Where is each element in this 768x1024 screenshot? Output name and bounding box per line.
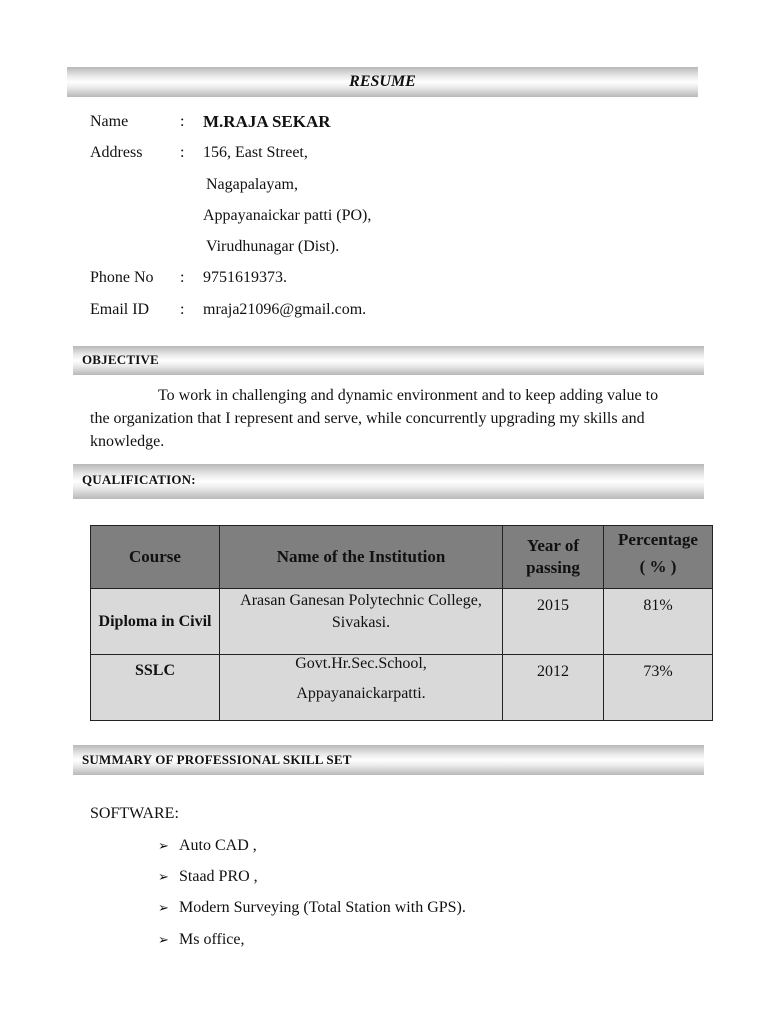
objective-paragraph <box>90 384 676 453</box>
table-row <box>91 655 713 721</box>
table-row <box>91 589 713 655</box>
row-course: SSLC <box>91 655 220 721</box>
header-course: Course <box>91 526 220 589</box>
email-label: Email ID <box>90 301 150 318</box>
qualification-heading-bar <box>73 464 704 499</box>
software-label: SOFTWARE: <box>90 805 179 822</box>
qualification-heading: QUALIFICATION: <box>82 472 196 487</box>
resume-title: RESUME <box>349 73 416 90</box>
address-colon: : <box>180 144 185 161</box>
header-percentage-line2: ( % ) <box>639 557 677 576</box>
row-year: 2015 <box>503 589 604 655</box>
list-item <box>158 899 466 917</box>
address-line-2: Nagapalayam, <box>206 176 298 193</box>
qualification-table <box>90 525 713 721</box>
skill-text: Staad PRO , <box>179 868 258 885</box>
header-year: Year of passing <box>503 526 604 589</box>
arrow-bullet-icon: ➢ <box>158 932 169 947</box>
header-institution: Name of the Institution <box>220 526 503 589</box>
header-percentage <box>604 526 713 589</box>
objective-heading: OBJECTIVE <box>82 352 159 367</box>
row-year: 2012 <box>503 655 604 721</box>
skill-text: Modern Surveying (Total Station with GPS). <box>179 899 466 916</box>
name-label: Name <box>90 113 129 130</box>
row-percentage: 73% <box>604 655 713 721</box>
phone-value: 9751619373. <box>203 269 287 286</box>
name-colon: : <box>180 113 185 130</box>
arrow-bullet-icon: ➢ <box>158 900 169 915</box>
phone-colon: : <box>180 269 185 286</box>
row-institution <box>220 655 503 721</box>
row-percentage: 81% <box>604 589 713 655</box>
list-item <box>158 931 244 949</box>
resume-title-bar <box>67 67 698 97</box>
objective-text: To work in challenging and dynamic environment and to keep adding value to the organization that I represent and serve, while concurrently upgrading my skills and knowledge. <box>90 387 659 450</box>
list-item <box>158 837 257 855</box>
address-line-4: Virudhunagar (Dist). <box>206 238 340 255</box>
row-institution-line1: Govt.Hr.Sec.School, <box>295 655 427 672</box>
arrow-bullet-icon: ➢ <box>158 869 169 884</box>
arrow-bullet-icon: ➢ <box>158 838 169 853</box>
table-header-row <box>91 526 713 589</box>
skills-heading: SUMMARY OF PROFESSIONAL SKILL SET <box>82 752 352 767</box>
email-colon: : <box>180 301 185 318</box>
row-institution-text: Arasan Ganesan Polytechnic College, Sivakasi. <box>240 592 482 631</box>
skills-heading-bar <box>73 745 704 775</box>
name-value: M.RAJA SEKAR <box>203 112 331 131</box>
header-percentage-line1: Percentage <box>618 530 698 549</box>
address-line-1: 156, East Street, <box>203 144 308 161</box>
address-line-3: Appayanaickar patti (PO), <box>203 207 372 224</box>
list-item <box>158 868 258 886</box>
address-label: Address <box>90 144 143 161</box>
row-institution-line2: Appayanaickarpatti. <box>296 685 426 702</box>
phone-label: Phone No <box>90 269 154 286</box>
email-value: mraja21096@gmail.com. <box>203 301 367 318</box>
skill-text: Auto CAD , <box>179 837 257 854</box>
row-course: Diploma in Civil <box>91 589 220 655</box>
row-institution <box>220 589 503 655</box>
skill-text: Ms office, <box>179 931 245 948</box>
objective-heading-bar <box>73 346 704 375</box>
